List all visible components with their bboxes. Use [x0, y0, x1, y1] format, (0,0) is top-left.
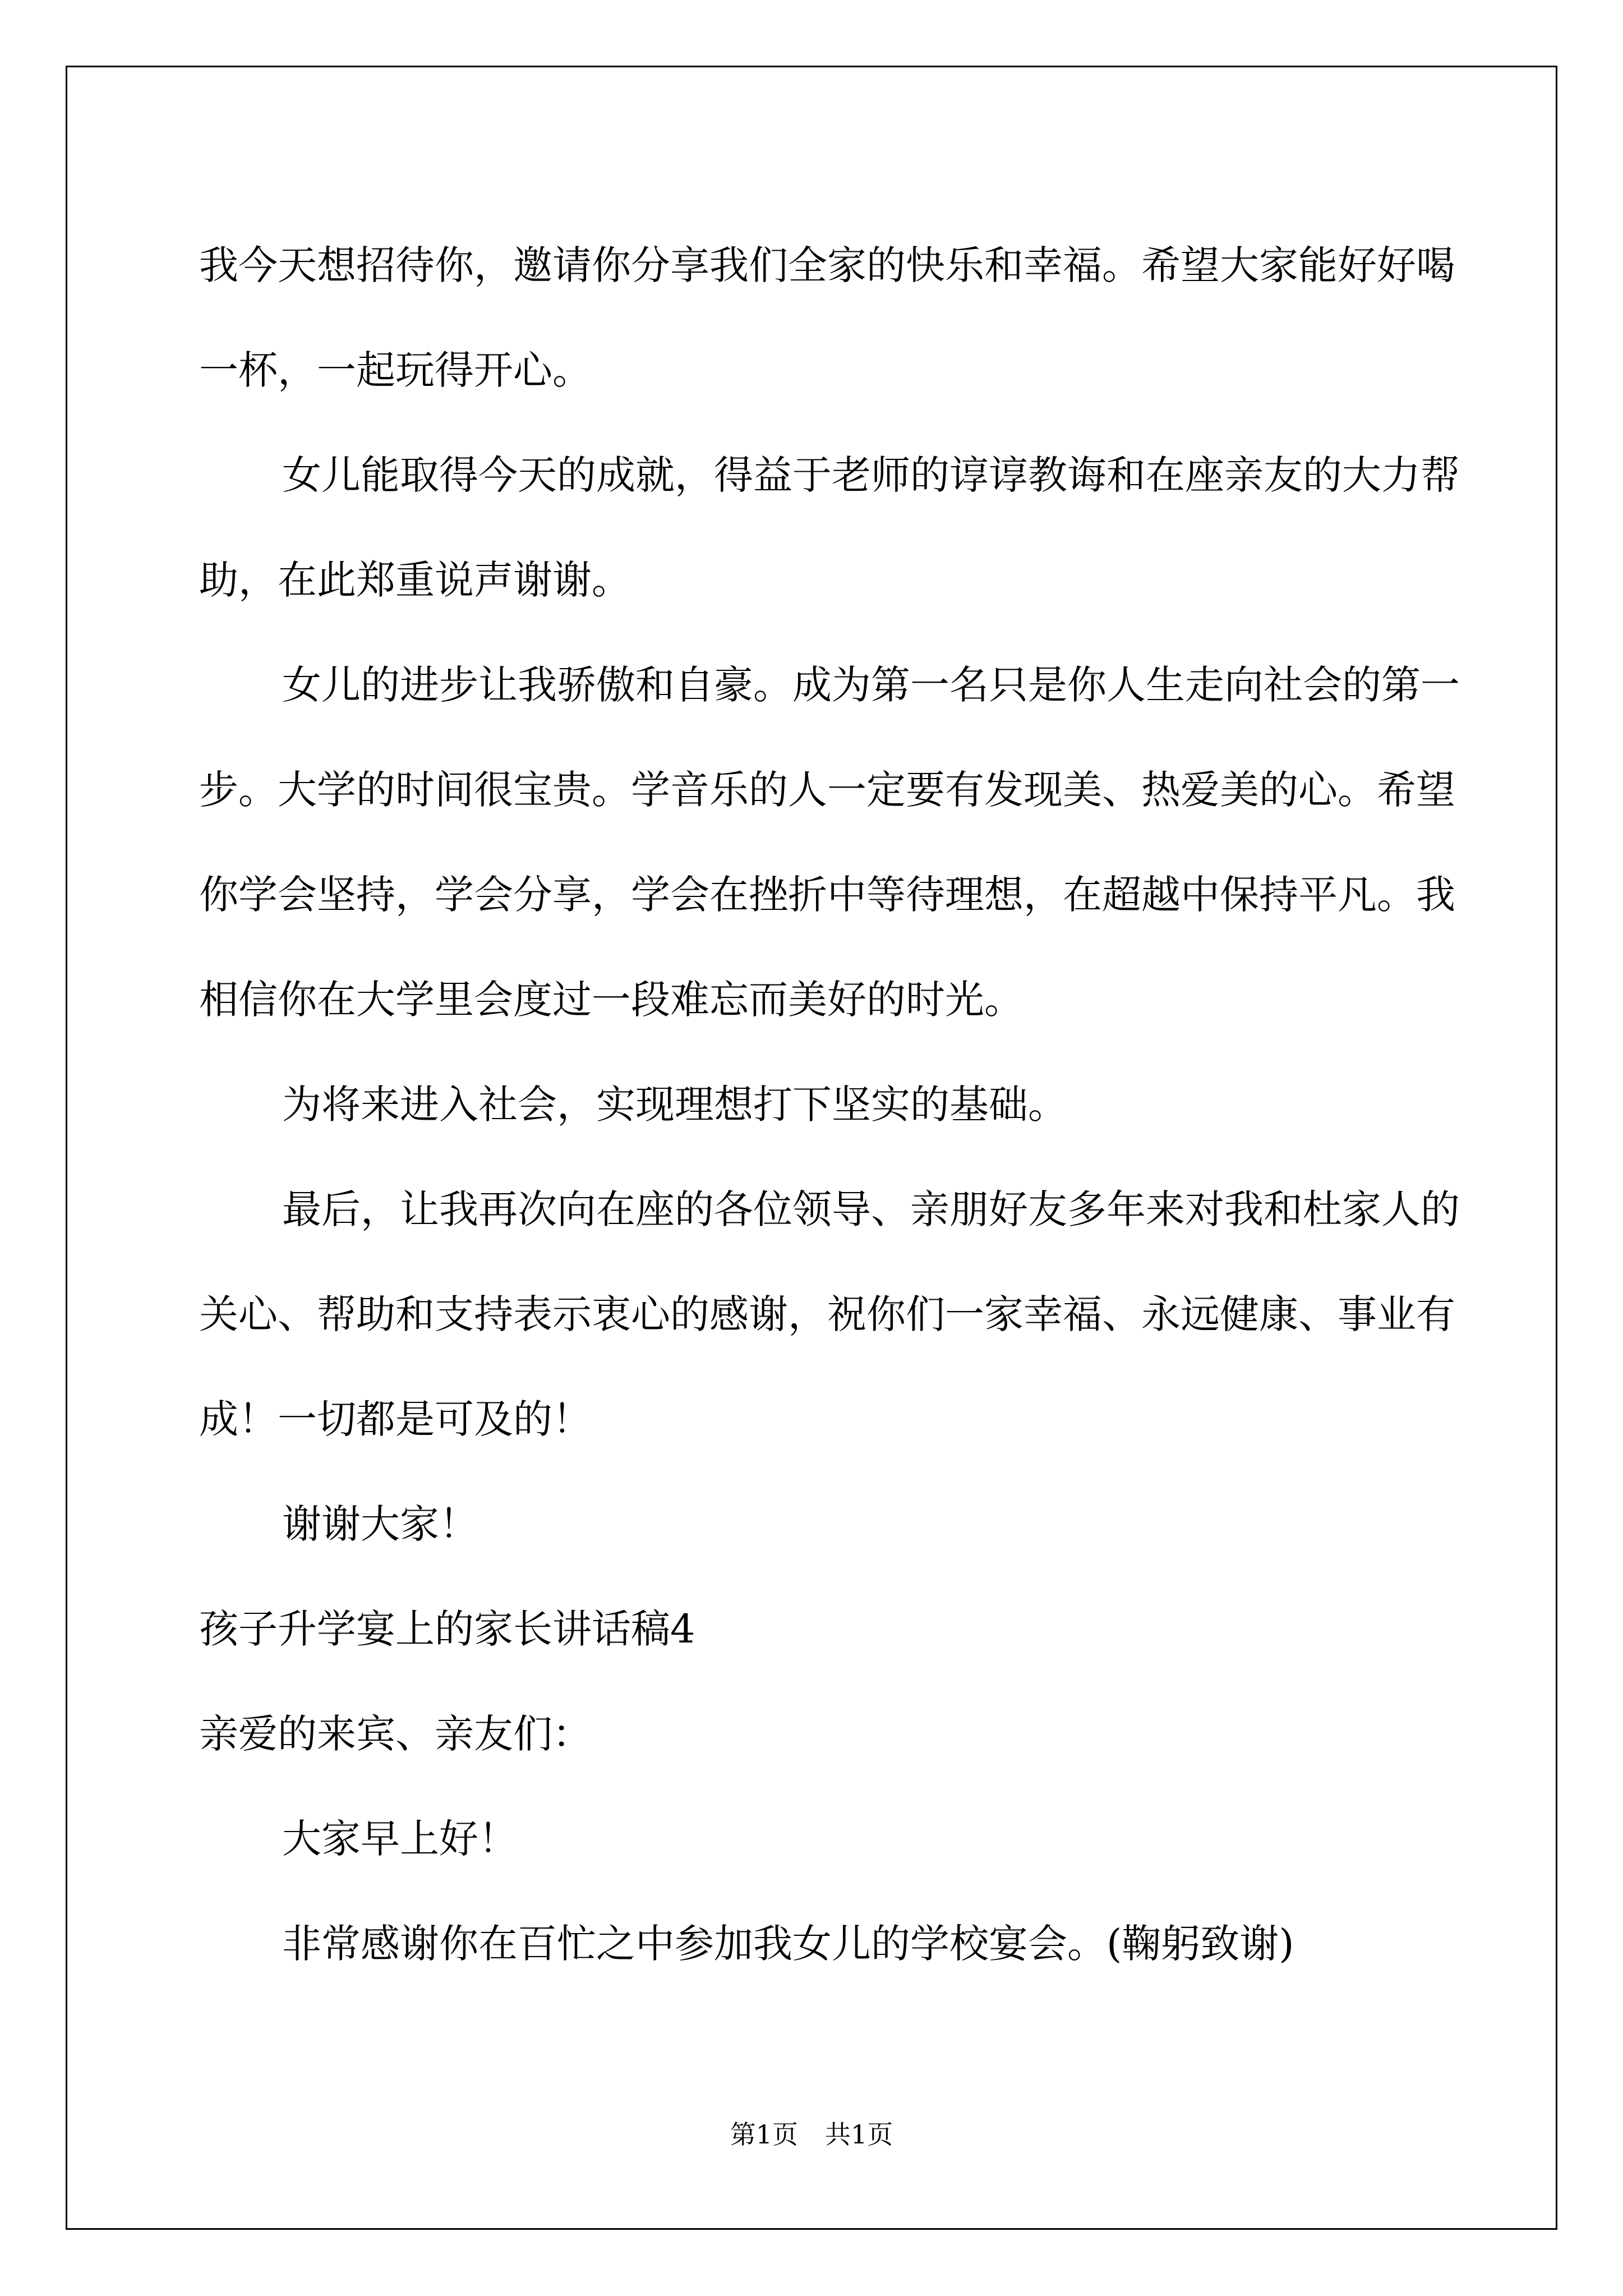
paragraph: 我今天想招待你，邀请你分享我们全家的快乐和幸福。希望大家能好好喝一杯，一起玩得开心。 [199, 242, 1455, 393]
document-body [199, 213, 1489, 1996]
page-number-current: 第1页 [730, 2119, 798, 2150]
paragraph: 女儿的进步让我骄傲和自豪。成为第一名只是你人生走向社会的第一步。大学的时间很宝贵。学音乐的人一定要有发现美、热爱美的心。希望你学会坚持，学会分享，学会在挫折中等待理想，在超越中保持平凡。我相信你在大学里会度过一段难忘而美好的时光。 [199, 662, 1460, 1023]
paragraph: 非常感谢你在百忙之中参加我女儿的学校宴会。(鞠躬致谢) [282, 1921, 1294, 1967]
paragraph: 女儿能取得今天的成就，得益于老师的谆谆教诲和在座亲友的大力帮助，在此郑重说声谢谢。 [199, 452, 1460, 603]
section-heading: 孩子升学宴上的家长讲话稿4 [199, 1606, 695, 1652]
page-number-total: 共1页 [825, 2119, 893, 2150]
paragraph: 大家早上好！ [282, 1816, 518, 1862]
paragraph: 为将来进入社会，实现理想打下坚实的基础。 [282, 1082, 1067, 1128]
paragraph: 谢谢大家！ [282, 1501, 478, 1547]
page-footer [0, 2118, 1623, 2151]
paragraph: 最后，让我再次向在座的各位领导、亲朋好友多年来对我和杜家人的关心、帮助和支持表示衷心的感谢，祝你们一家幸福、永远健康、事业有成！一切都是可及的！ [199, 1186, 1460, 1442]
salutation: 亲爱的来宾、亲友们： [199, 1711, 592, 1757]
